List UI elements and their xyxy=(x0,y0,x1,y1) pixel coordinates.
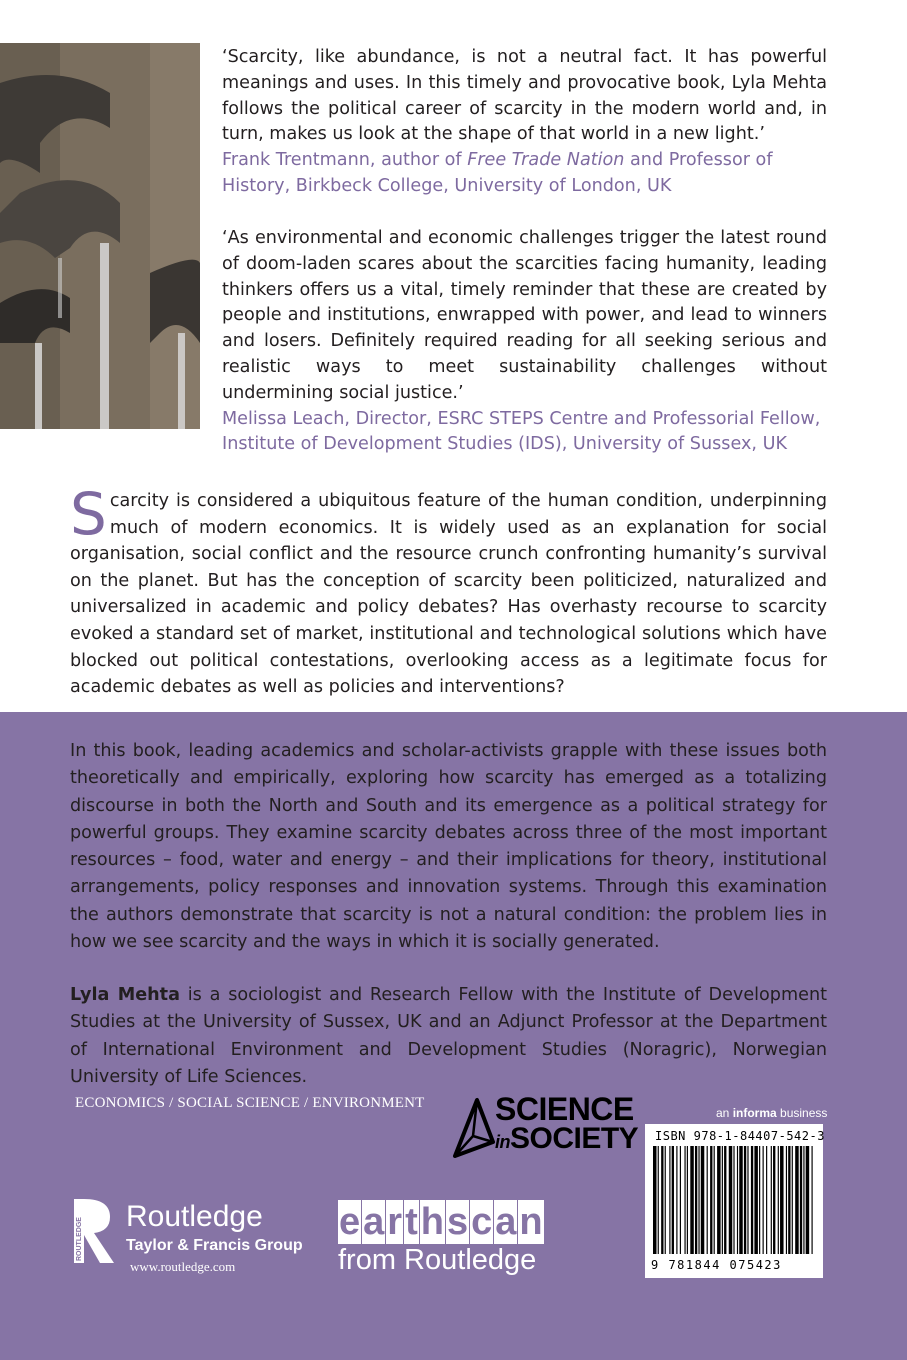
quote-attribution: Melissa Leach, Director, ESRC STEPS Centre and Professorial Fellow, Institute of Development Studies (IDS), University of Sussex, UK xyxy=(222,408,821,455)
earthscan-letter: a xyxy=(363,1201,385,1243)
barcode-bar xyxy=(687,1146,688,1254)
water-spouts-illustration xyxy=(0,43,200,429)
attribution-book-title: Free Trade Nation xyxy=(467,150,625,171)
earthscan-letter: n xyxy=(519,1201,543,1243)
description-text: carcity is considered a ubiquitous feature of the human condition, underpinning much of modern economics. It is widely used as an explanation for social organisation, social conflict and the resource crunch confronting humanity’s survival on the planet. But has the conception of scarcity been politicized, naturalized and universalized in academic and policy debates? Has overhasty recourse to scarcity evoked a standard set of market, institutional and technological solutions which have blocked out political contestations, overlooking access as a legitimate focus for academic debates as well as policies and interventions? xyxy=(70,491,827,698)
barcode-bar xyxy=(786,1146,787,1254)
barcode-bars xyxy=(645,1146,823,1258)
barcode-bar xyxy=(717,1146,721,1254)
earthscan-letter: a xyxy=(495,1201,517,1243)
science-in-society-logo xyxy=(447,1092,647,1164)
author-bio-text: is a sociologist and Research Fellow with the Institute of Development Studies at the University of Sussex, UK and an Adjunct Professor at the Department of International Environment and Development Studies (Noragric), Norwegian University of Life Sciences. xyxy=(70,985,827,1087)
barcode-bar xyxy=(733,1146,734,1254)
barcode-bar xyxy=(669,1146,670,1254)
barcode-bar xyxy=(766,1146,767,1254)
barcode-bar xyxy=(773,1146,775,1254)
attribution-suffix: and Professor of History, Birkbeck College, University of London, UK xyxy=(222,150,773,196)
subject-categories: ECONOMICS / SOCIAL SCIENCE / ENVIRONMENT xyxy=(75,1095,425,1111)
author-bio xyxy=(70,982,827,1091)
barcode-bar xyxy=(729,1146,733,1254)
endorsement-quote-2 xyxy=(222,226,827,458)
informa-business-tag: an informa business xyxy=(716,1106,828,1120)
drop-cap: S xyxy=(70,480,107,548)
earthscan-logo xyxy=(338,1200,563,1280)
barcode-bar xyxy=(803,1146,804,1254)
author-name: Lyla Mehta xyxy=(70,985,180,1005)
from-routledge: from Routledge xyxy=(338,1244,537,1276)
barcode-bar xyxy=(684,1146,685,1254)
barcode-bar xyxy=(747,1146,748,1254)
endorsement-quote-1 xyxy=(222,45,827,200)
barcode-bar xyxy=(701,1146,705,1254)
panel-body-text: In this book, leading academics and scholar-activists grapple with these issues both theoretically and empirically, exploring how scarcity has emerged as a totalizing discourse in both the North and South and its emergence as a political strategy for powerful groups. They examine scarcity debates across three of the most important resources – food, water and energy – and their implications for theory, institutional arrangements, policy responses and innovation systems. Through this examination the authors demonstrate that scarcity is not a natural condition: the problem lies in how we see scarcity and the ways in which it is socially generated. xyxy=(70,741,827,953)
barcode-bar xyxy=(751,1146,753,1254)
routledge-logo xyxy=(70,1195,330,1275)
barcode-bar xyxy=(707,1146,708,1254)
quote-text: ‘As environmental and economic challenges trigger the latest round of doom-laden scares about the scarcities facing humanity, leading thinkers offers us a vital, timely reminder that these are created by people and institutions, enwrapped with power, and lead to winners and losers. Definitely required reading for all seeking serious and realistic ways to meet sustainability challenges without undermining social justice.’ xyxy=(222,228,827,403)
barcode-digits: 9 781844 075423 xyxy=(651,1258,782,1272)
barcode-bar xyxy=(722,1146,723,1254)
barcode-bar xyxy=(710,1146,712,1254)
barcode-bar xyxy=(800,1146,802,1254)
in-society-words: inSOCIETY xyxy=(495,1122,639,1155)
routledge-vertical-text: ROUTLEDGE xyxy=(76,1217,83,1261)
isbn-label: ISBN 978-1-84407-542-3 xyxy=(655,1129,825,1143)
earthscan-letter: h xyxy=(420,1201,444,1243)
barcode-bar xyxy=(788,1146,790,1254)
attribution-prefix: Frank Trentmann, author of xyxy=(222,150,468,171)
barcode-bar xyxy=(690,1146,694,1254)
routledge-name: Routledge xyxy=(126,1200,263,1233)
earthscan-letter: t xyxy=(405,1201,418,1243)
barcode-bar xyxy=(792,1146,793,1254)
barcode-bar xyxy=(795,1146,799,1254)
barcode-bar xyxy=(739,1146,743,1254)
barcode-bar xyxy=(680,1146,681,1254)
science-word: SCIENCE xyxy=(495,1091,634,1127)
barcode-bar xyxy=(658,1146,659,1254)
book-description xyxy=(70,480,827,701)
barcode-bar xyxy=(778,1146,779,1254)
earthscan-letter: s xyxy=(446,1201,469,1243)
barcode-bar xyxy=(812,1146,813,1254)
barcode-bar xyxy=(695,1146,697,1254)
barcode-bar xyxy=(714,1146,715,1254)
quote-text: ‘Scarcity, like abundance, is not a neutral fact. It has powerful meanings and uses. In this timely and provocative book, Lyla Mehta follows the political career of scarcity in the modern world and, in turn, makes us look at the shape of that world in a new light.’ xyxy=(222,47,827,145)
barcode-bar xyxy=(754,1146,758,1254)
routledge-url: www.routledge.com xyxy=(130,1259,236,1274)
barcode-bar xyxy=(698,1146,699,1254)
cover-photo-water-spouts xyxy=(0,43,200,429)
earthscan-letter: c xyxy=(471,1201,493,1243)
earthscan-wordmark xyxy=(338,1200,545,1244)
earthscan-letter: e xyxy=(339,1201,361,1243)
earthscan-letter: r xyxy=(387,1201,403,1243)
triangle-logo-icon xyxy=(447,1096,497,1168)
barcode-bar xyxy=(672,1146,674,1254)
barcode-bar xyxy=(665,1146,666,1254)
barcode-bar xyxy=(806,1146,810,1254)
barcode-bar xyxy=(661,1146,663,1254)
barcode-bar xyxy=(744,1146,746,1254)
barcode-bar xyxy=(676,1146,677,1254)
barcode-bar xyxy=(763,1146,764,1254)
routledge-group: Taylor & Francis Group xyxy=(126,1237,303,1254)
barcode-bar xyxy=(759,1146,760,1254)
quote-attribution xyxy=(222,148,827,200)
barcode-bar xyxy=(771,1146,772,1254)
isbn-barcode xyxy=(645,1124,823,1278)
routledge-r-mark-icon xyxy=(70,1195,118,1267)
barcode-bar xyxy=(737,1146,738,1254)
barcode-bar xyxy=(724,1146,726,1254)
barcode-bar xyxy=(653,1146,657,1254)
barcode-bar xyxy=(780,1146,784,1254)
